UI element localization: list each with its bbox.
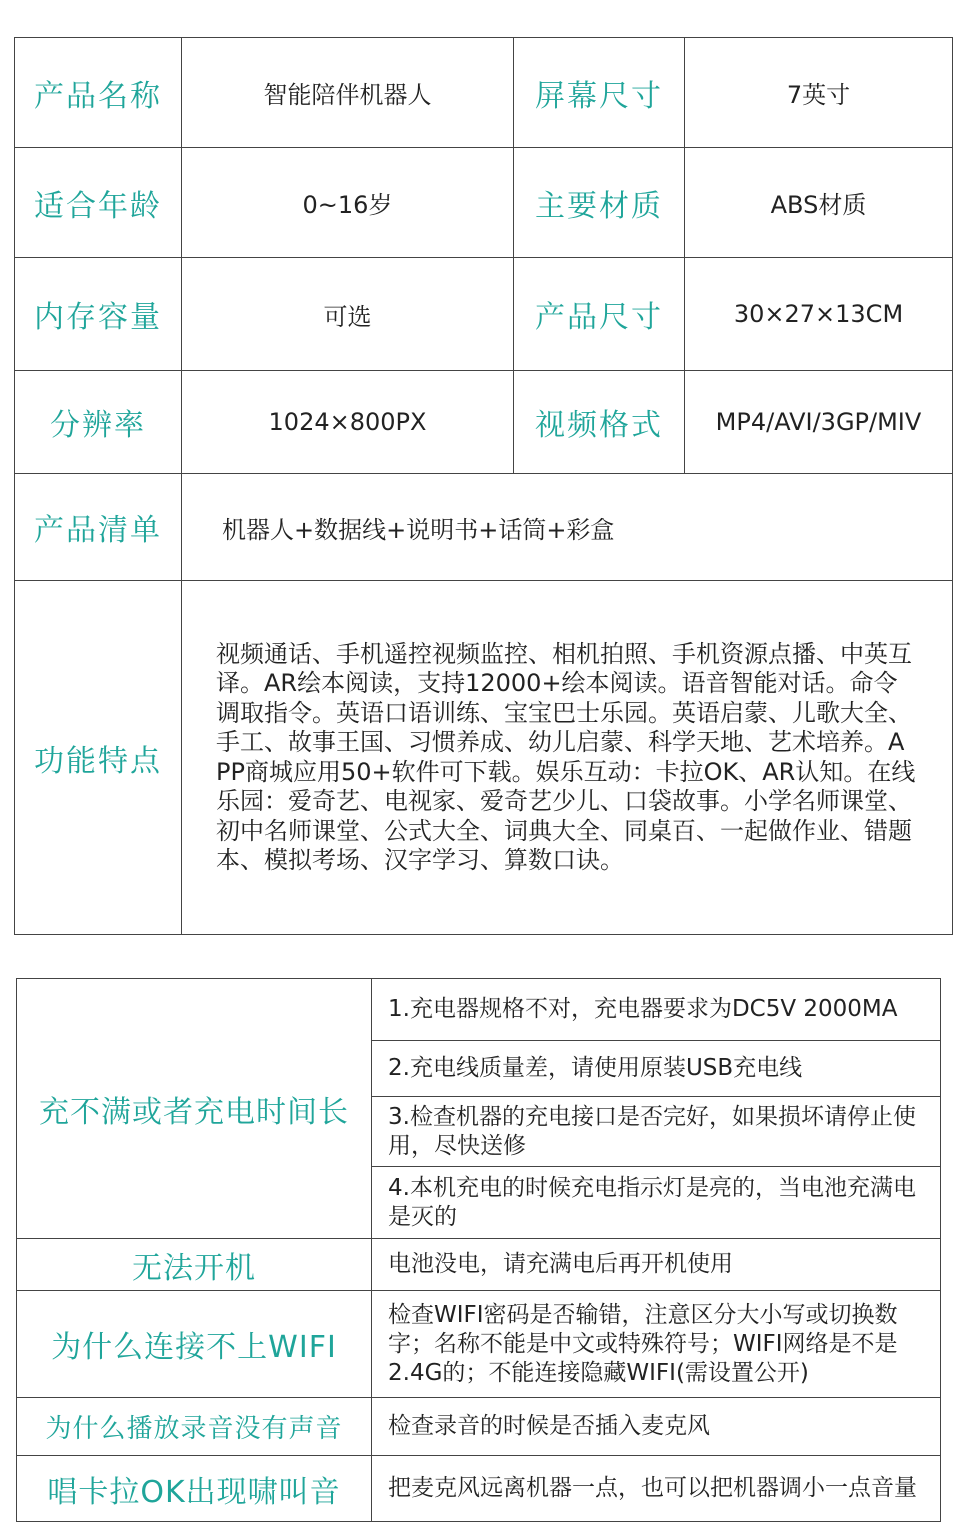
faq-question-charging: 充不满或者充电时间长 xyxy=(17,979,372,1239)
spec-value-material: ABS材质 xyxy=(685,148,953,258)
spec-label-resolution: 分辨率 xyxy=(15,371,182,474)
spec-row xyxy=(15,258,953,371)
faq-question-recording: 为什么播放录音没有声音 xyxy=(17,1398,372,1456)
spec-value-features: 视频通话、手机遥控视频监控、相机拍照、手机资源点播、中英互译。AR绘本阅读，支持12000+绘本阅读。语音智能对话。命令调取指令。英语口语训练、宝宝巴士乐园。英语启蒙、儿歌大全、手工、故事王国、习惯养成、幼儿启蒙、科学天地、艺术培养。APP商城应用50+软件可下载。娱乐互动：卡拉OK、AR认知。在线乐园：爱奇艺、电视家、爱奇艺少儿、口袋故事。小学名师课堂、初中名师课堂、公式大全、词典大全、同桌百、一起做作业、错题本、模拟考场、汉字学习、算数口诀。 xyxy=(182,581,953,935)
faq-row xyxy=(17,1398,941,1456)
faq-answer-karaoke: 把麦克风远离机器一点，也可以把机器调小一点音量 xyxy=(372,1456,941,1522)
spec-label-video-format: 视频格式 xyxy=(514,371,685,474)
faq-answer-charging-1: 1.充电器规格不对，充电器要求为DC5V 2000MA xyxy=(372,979,941,1041)
spec-value-screen-size: 7英寸 xyxy=(685,38,953,148)
faq-answer-power: 电池没电，请充满电后再开机使用 xyxy=(372,1239,941,1291)
faq-row xyxy=(17,979,941,1041)
spec-row xyxy=(15,581,953,935)
spec-row xyxy=(15,474,953,581)
faq-answer-charging-4: 4.本机充电的时候充电指示灯是亮的，当电池充满电是灭的 xyxy=(372,1167,941,1239)
faq-row xyxy=(17,1456,941,1522)
faq-answer-wifi: 检查WIFI密码是否输错，注意区分大小写或切换数字；名称不能是中文或特殊符号；WIFI网络是不是2.4G的；不能连接隐藏WIFI(需设置公开) xyxy=(372,1291,941,1398)
spec-label-dimensions: 产品尺寸 xyxy=(514,258,685,371)
spec-label-product-name: 产品名称 xyxy=(15,38,182,148)
faq-question-power: 无法开机 xyxy=(17,1239,372,1291)
spec-value-contents: 机器人+数据线+说明书+话筒+彩盒 xyxy=(182,474,953,581)
spec-label-screen-size: 屏幕尺寸 xyxy=(514,38,685,148)
faq-table xyxy=(16,978,941,1522)
faq-row xyxy=(17,1239,941,1291)
spec-row xyxy=(15,38,953,148)
faq-row xyxy=(17,1291,941,1398)
faq-answer-charging-3: 3.检查机器的充电接口是否完好，如果损坏请停止使用，尽快送修 xyxy=(372,1097,941,1167)
faq-answer-recording: 检查录音的时候是否插入麦克风 xyxy=(372,1398,941,1456)
spec-label-age: 适合年龄 xyxy=(15,148,182,258)
spec-value-memory: 可选 xyxy=(182,258,514,371)
spec-value-product-name: 智能陪伴机器人 xyxy=(182,38,514,148)
spec-label-memory: 内存容量 xyxy=(15,258,182,371)
faq-answer-charging-2: 2.充电线质量差，请使用原装USB充电线 xyxy=(372,1041,941,1097)
spec-row xyxy=(15,148,953,258)
spec-value-video-format: MP4/AVI/3GP/MIV xyxy=(685,371,953,474)
faq-question-wifi: 为什么连接不上WIFI xyxy=(17,1291,372,1398)
spec-label-material: 主要材质 xyxy=(514,148,685,258)
spec-label-features: 功能特点 xyxy=(15,581,182,935)
spec-value-age: 0~16岁 xyxy=(182,148,514,258)
spec-label-contents: 产品清单 xyxy=(15,474,182,581)
spec-value-resolution: 1024×800PX xyxy=(182,371,514,474)
spec-row xyxy=(15,371,953,474)
spec-table xyxy=(14,37,953,935)
spec-value-dimensions: 30×27×13CM xyxy=(685,258,953,371)
faq-question-karaoke: 唱卡拉OK出现啸叫音 xyxy=(17,1456,372,1522)
